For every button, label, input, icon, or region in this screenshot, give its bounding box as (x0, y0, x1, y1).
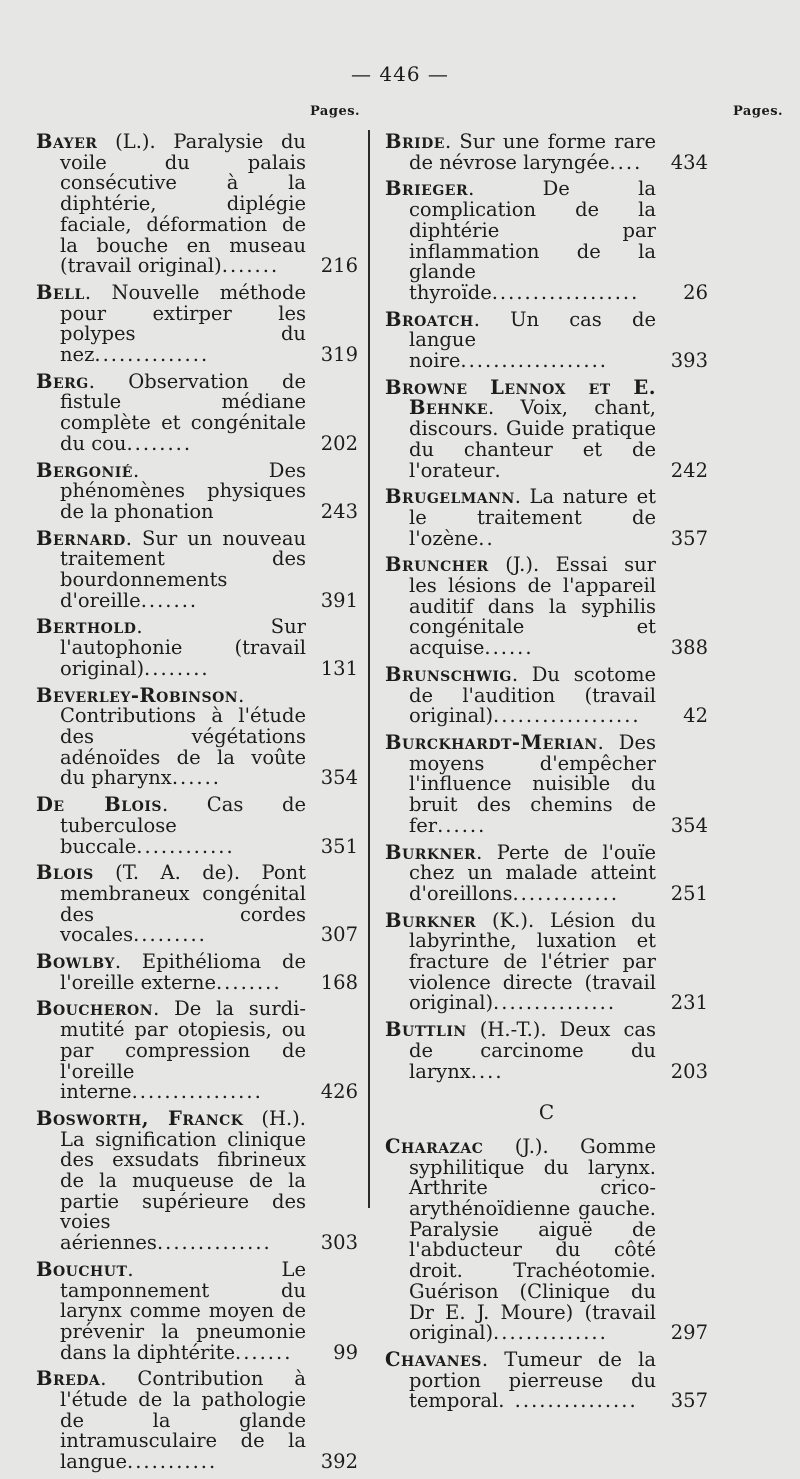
index-entry (36, 1106, 358, 1255)
entry-page-number: 392 (320, 1450, 358, 1474)
entry-page-number: 426 (320, 1080, 358, 1104)
entry-page-number: 42 (683, 704, 708, 728)
pages-column-label: Pages. (733, 104, 784, 119)
index-entry (385, 179, 708, 303)
dot-leader: ...... (484, 636, 534, 660)
entry-author: Bouchut (36, 1257, 128, 1281)
index-entry (36, 458, 358, 523)
entry-author: Brugelmann (385, 485, 515, 509)
entry-author: Brieger (385, 177, 469, 201)
dot-leader: .................. (491, 280, 640, 304)
entry-page-number: 168 (320, 970, 358, 994)
dot-leader: ...... (171, 766, 222, 790)
index-entry (36, 1369, 358, 1473)
entry-title: . Le tamponnement du larynx comme moyen de prévenir la pneumonie dans la diphtérite (60, 1257, 306, 1364)
entry-title: . Des moyens d'empêcher l'influence nuisible du bruit des chemins de fer (409, 730, 656, 837)
index-entry (385, 908, 708, 1015)
entry-page-number: 216 (320, 254, 358, 278)
pages-column-label: Pages. (310, 104, 361, 119)
index-entry (36, 132, 358, 277)
entry-author: Charazac (385, 1134, 484, 1158)
index-entry (385, 375, 708, 482)
entry-page-number: 202 (320, 431, 358, 455)
entry-page-number: 243 (320, 499, 358, 523)
dot-leader: ........ (126, 431, 193, 455)
entry-page-number: 26 (683, 280, 708, 304)
entry-title: . Tumeur de la portion pierreuse du temporal (409, 1347, 656, 1413)
entry-author: Boucheron (36, 997, 154, 1021)
entry-title: (H.). La signification clinique des exsudats fibrineux de la muqueuse de la partie supérieure des voies aériennes (60, 1106, 306, 1255)
entry-page-number: 351 (320, 834, 358, 858)
entry-page-number: 242 (670, 458, 708, 482)
entry-author: De Blois (36, 793, 162, 817)
dot-leader: ......... (133, 923, 207, 947)
left-column (36, 132, 358, 1479)
entry-author: Buttlin (385, 1018, 467, 1042)
index-entry (385, 1134, 708, 1345)
entry-title: . Epithélioma de l'oreille externe (60, 950, 306, 994)
index-entry (36, 526, 358, 612)
entry-title: . Contributions à l'étude des végétations adénoïdes de la voûte du pharynx (60, 683, 306, 790)
page-number: — 446 — (351, 62, 449, 86)
entry-author: Bell (36, 280, 85, 304)
entry-title: . Un cas de langue noire (409, 307, 656, 373)
entry-title: . Sur une forme rare de névrose laryngée (409, 130, 656, 174)
index-entry (385, 487, 708, 549)
index-entry (36, 280, 358, 367)
entry-title: . Sur l'autophonie (travail original) (60, 615, 306, 680)
entry-page-number: 203 (670, 1059, 708, 1083)
entry-title: (K.). Lésion du labyrinthe, luxation et fracture de l'étrier par violence directe (travail original) (409, 908, 656, 1015)
entry-page-number: 297 (670, 1321, 708, 1345)
entry-page-number: 357 (670, 1389, 708, 1413)
entry-title: . Sur un nouveau traitement des bourdonnements d'oreille (60, 526, 306, 612)
dot-leader: .................. (493, 704, 641, 728)
entry-author: Burkner (385, 908, 477, 932)
entry-author: Broatch (385, 307, 474, 331)
dot-leader: .... (609, 150, 643, 174)
entry-page-number: 231 (670, 991, 708, 1015)
entry-author: Chavanes (385, 1347, 482, 1371)
index-entry (385, 1020, 708, 1082)
index-entry (36, 795, 358, 857)
dot-leader: ............... (493, 991, 617, 1015)
dot-leader: .................. (460, 349, 608, 373)
entry-title: . De la complication de la diphtérie par inflammation de la glande thyroïde (409, 177, 656, 304)
index-entry (36, 683, 358, 790)
dot-leader: ............ (136, 834, 235, 858)
dot-leader: ........... (127, 1450, 218, 1474)
dot-leader: ........ (144, 656, 210, 680)
index-entry (385, 307, 708, 373)
entry-page-number: 391 (320, 588, 358, 612)
entry-author: Berthold (36, 615, 137, 639)
entry-author: Bayer (36, 130, 98, 153)
dot-leader: .. (478, 526, 495, 550)
dot-leader: .............. (156, 1231, 272, 1255)
entry-author: Breda (36, 1367, 101, 1391)
index-entry (385, 840, 708, 905)
entry-page-number: 303 (320, 1231, 358, 1255)
entry-title: (J.). Gomme syphilitique du larynx. Arthrite crico-arythénoïdienne gauche. Paralysie aiguë de l'abducteur du côté droit. Trachéotomie. Guérison (Clinique du Dr E. J. Moure) (travail original) (409, 1134, 656, 1345)
dot-leader: .............. (94, 343, 210, 367)
entry-author: Burkner (385, 840, 477, 864)
entry-title: . Du scotome de l'audition (travail original) (409, 662, 656, 728)
index-entry (36, 369, 358, 455)
entry-author: Berg (36, 369, 89, 393)
entry-author: Bruncher (385, 553, 489, 577)
entry-author: Blois (36, 861, 94, 885)
right-column (385, 132, 708, 1418)
dot-leader: ...... (437, 813, 487, 837)
index-entry (36, 863, 358, 946)
index-entry (385, 730, 708, 837)
entry-page-number: 434 (670, 150, 708, 174)
index-entry (36, 617, 358, 679)
entry-page-number: 388 (670, 636, 708, 660)
dot-leader: ........ (215, 970, 282, 994)
entry-title: (H.-T.). Deux cas de carcinome du larynx (409, 1018, 656, 1083)
entry-page-number: 354 (670, 813, 708, 837)
entry-title: . Perte de l'ouïe chez un malade atteint d'oreillons (409, 840, 656, 905)
dot-leader: ....... (140, 588, 199, 612)
index-entry (36, 952, 358, 993)
entry-title: . Cas de tuberculose buccale (60, 793, 306, 858)
entry-page-number: 393 (670, 349, 708, 373)
index-entry (385, 662, 708, 728)
entry-page-number: 99 (333, 1340, 358, 1364)
entry-page-number: 319 (320, 343, 358, 367)
entry-page-number: 251 (670, 881, 708, 905)
entry-title: . La nature et le traitement de l'ozène (409, 485, 656, 550)
entry-author: Burckhardt-Merian (385, 730, 598, 754)
entry-page-number: 357 (670, 526, 708, 550)
index-entry (385, 555, 708, 659)
entry-title: . De la surdi-mutité par otopiesis, ou par compression de l'oreille interne (60, 997, 306, 1104)
section-letter-heading: C (538, 1100, 555, 1125)
index-entry (36, 999, 358, 1103)
entry-author: Bride (385, 130, 445, 153)
entry-title: . Nouvelle méthode pour extirper les polypes du nez (60, 280, 306, 367)
column-divider (368, 130, 370, 1208)
dot-leader: ....... (235, 1340, 293, 1364)
dot-leader: ................ (131, 1080, 263, 1104)
entry-author: Brunschwig (385, 662, 512, 686)
entry-author: Bosworth, Franck (36, 1106, 244, 1130)
entry-author: Bowlby (36, 950, 115, 974)
entry-page-number: 354 (320, 766, 358, 790)
dot-leader: .... (470, 1059, 504, 1083)
dot-leader: .............. (493, 1321, 608, 1345)
dot-leader: . (494, 458, 503, 482)
entry-author: Bergonié (36, 458, 133, 482)
entry-title: (J.). Essai sur les lésions de l'appareil auditif dans la syphilis congénitale et acquise (409, 553, 656, 660)
entry-title: (L.). Paralysie du voile du palais consécutive à la diphtérie, diplégie faciale, déformation de la bouche en museau (travail original) (60, 130, 306, 278)
entry-author: Beverley-Robinson (36, 683, 239, 707)
index-entry (385, 132, 708, 173)
dot-leader: ............. (512, 881, 620, 905)
entry-title: (T. A. de). Pont membraneux congénital des cordes vocales (60, 861, 306, 947)
dot-leader: . ............... (498, 1389, 638, 1413)
entry-page-number: 131 (320, 656, 358, 680)
dot-leader: ....... (221, 254, 280, 278)
entry-author: Bernard (36, 526, 126, 550)
entry-page-number: 307 (320, 923, 358, 947)
entry-title: . Des phénomènes physiques de la phonation (60, 458, 306, 523)
index-entry (385, 1347, 708, 1413)
entry-title: . Voix, chant, discours. Guide pratique du chanteur et de l'orateur (409, 396, 656, 482)
entry-title: . Contribution à l'étude de la pathologie de la glande intramusculaire de la langue (60, 1367, 306, 1474)
entry-title: . Observation de fistule médiane complète et congénitale du cou (60, 369, 306, 455)
index-entry (36, 1257, 358, 1364)
entry-author: Browne Lennox et E. Behnke (385, 375, 656, 420)
